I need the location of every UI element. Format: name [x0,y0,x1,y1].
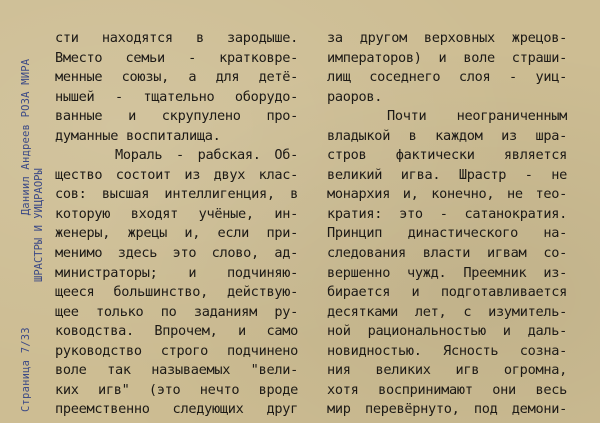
text-line: преемственно следующих друг [55,401,298,418]
text-line: Вместо семьи - кратковре- [55,49,298,66]
text-line: лищ соседнего слоя - уиц- [327,69,567,86]
text-line: воле так называемых "вели- [55,362,298,379]
text-line: монархия и, конечно, не тео- [327,186,567,203]
text-line: Мораль - рабская. Об- [115,147,298,164]
chapter-title-label: ШРАСТРЫ И УИЦРАОРЫ [33,168,45,282]
text-line: нышей - тщательно оборудо- [55,88,298,105]
text-line: министраторы; и подчиняю- [55,264,298,281]
text-line: сти находятся в зародыше. [55,30,298,46]
text-line: следования власти игвам со- [327,245,567,262]
side-caption [20,59,32,412]
text-line: ния великих игв огромна, [327,362,567,379]
text-line: щество состоит из двух клас- [55,166,298,183]
text-line: ной рациональностью и даль- [327,323,567,340]
text-line: женеры, жрецы и, если при- [55,225,298,242]
text-line: вершенно чужд. Преемник из- [327,264,567,281]
text-line: десятками лет, с изумитель- [327,303,567,320]
text-line: владыкой в каждом из шра- [327,127,567,144]
text-line: думанные воспиталища. [55,127,221,144]
text-line: которую входят учёные, ин- [55,205,298,222]
side-margin [0,0,45,423]
text-line: ководства. Впрочем, и само [55,323,298,340]
page-number-label: Страница 7/33 [20,327,32,412]
book-title-label: Даниил Андреев РОЗА МИРА [20,58,32,216]
text-line: новидностью. Ясность созна- [327,342,567,359]
text-line: щееся большинство, действую- [55,284,298,301]
text-line: императоров) и воле страши- [327,49,567,66]
text-line: ванные и скрупулено про- [55,108,298,125]
text-line: стров фактически является [327,147,567,164]
text-line: менные союзы, а для детё- [55,69,298,86]
text-line: руководство строго подчинено [55,342,298,359]
text-line: мир перевёрнуто, под демони- [327,401,567,418]
text-line: бирается и подготавливается [327,284,567,301]
text-column-left [55,29,298,420]
text-column-right [327,29,567,420]
text-line: раоров. [327,88,383,105]
text-line: Принцип династического на- [327,225,567,242]
text-line: великий игва. Шрастр - не [327,166,567,183]
text-line: за другом верховных жрецов- [327,30,567,46]
text-line: ких игв" (это нечто вроде [55,381,298,398]
text-line: кратия: это - сатанократия. [327,205,567,222]
text-line: хотя воспринимают они весь [327,381,567,398]
text-line: щее только по заданиям ру- [55,303,298,320]
text-line: менимо здесь это слово, ад- [55,245,298,262]
text-line: Почти неограниченным [387,108,567,125]
text-line: сов: высшая интеллигенция, в [55,186,298,203]
chapter-caption [33,168,45,282]
